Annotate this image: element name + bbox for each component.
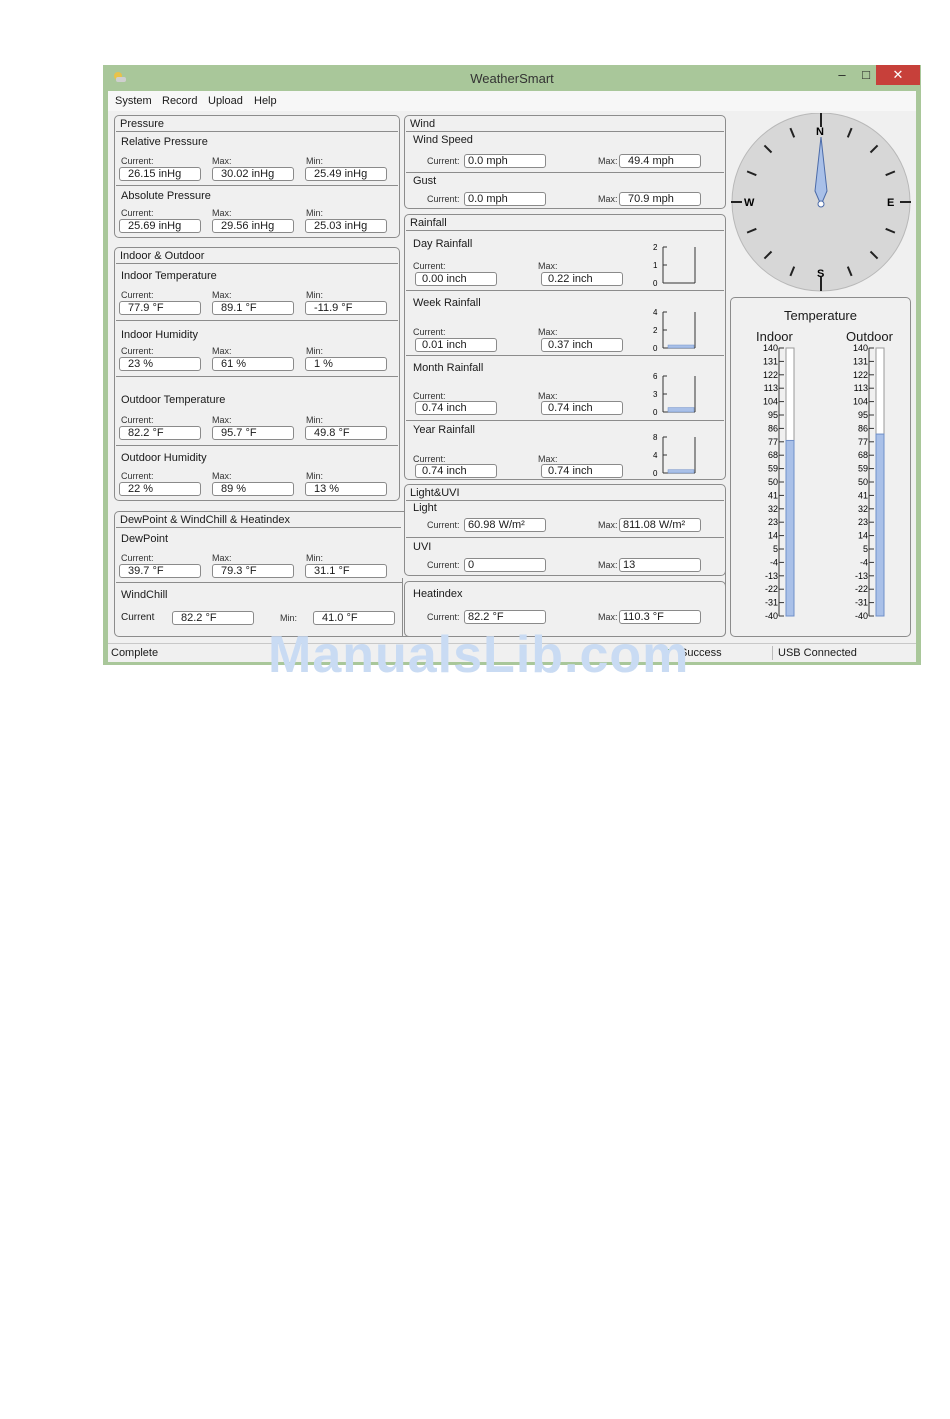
heatindex-max-label: Max: xyxy=(598,612,618,622)
outdoor-thermo-tick-label: 32 xyxy=(857,503,868,514)
week-rainfall-fill xyxy=(668,345,694,348)
wind-speed-max-field: 49.4 mph xyxy=(619,154,701,168)
week-rainfall-current-field: 0.01 inch xyxy=(415,338,497,352)
rain-separator-3 xyxy=(406,420,724,421)
month-rainfall-fill xyxy=(668,408,694,412)
outdoor-thermo-tick-label: 131 xyxy=(852,356,868,367)
day-rainfall-max-label: Max: xyxy=(538,261,558,271)
rain-separator-2 xyxy=(406,355,724,356)
indoor-thermo-tick-label: 68 xyxy=(767,450,778,461)
menu-record[interactable]: Record xyxy=(162,95,198,107)
windchill-label: WindChill xyxy=(121,589,168,601)
window-title: WeatherSmart xyxy=(470,71,554,86)
gust-max-field: 70.9 mph xyxy=(619,192,701,206)
day-rainfall-gauge-svg xyxy=(643,243,703,289)
year-rainfall-label: Year Rainfall xyxy=(413,424,475,436)
light-uvi-title: Light&UVI xyxy=(406,486,724,501)
status-usb: USB Connected xyxy=(778,647,857,659)
month-tick-mid: 3 xyxy=(653,390,658,399)
status-divider xyxy=(772,646,773,660)
relative-min-field: 25.49 inHg xyxy=(305,167,387,181)
indoor-thermo-tick-label: 77 xyxy=(767,436,778,447)
outdoor-thermo-tick-label: -40 xyxy=(854,611,868,621)
compass-s-label: S xyxy=(817,268,825,280)
pressure-title: Pressure xyxy=(116,117,398,132)
io-separator-3 xyxy=(116,445,398,446)
dewpoint-min-label: Min: xyxy=(306,553,324,563)
wind-separator xyxy=(406,172,724,173)
indoor-humidity-min-label: Min: xyxy=(306,346,324,356)
rainfall-title: Rainfall xyxy=(406,216,724,231)
relative-current-field: 26.15 inHg xyxy=(119,167,201,181)
indoor-thermo-tick-label: 59 xyxy=(767,463,778,474)
indoor-temp-label: Indoor Temperature xyxy=(121,270,217,282)
relative-current-label: Current: xyxy=(121,156,154,166)
week-rainfall-label: Week Rainfall xyxy=(413,297,481,309)
light-current-label: Current: xyxy=(427,520,460,530)
light-max-label: Max: xyxy=(598,520,618,530)
wind-compass xyxy=(728,113,914,295)
outdoor-temp-max-field: 95.7 °F xyxy=(212,426,294,440)
outdoor-thermo-tick-label: 14 xyxy=(857,530,868,541)
windchill-current-label: Current xyxy=(121,612,155,623)
indoor-thermo-tick-label: -22 xyxy=(764,584,778,595)
io-separator-2 xyxy=(116,376,398,377)
month-tick-low: 0 xyxy=(653,408,658,417)
wind-speed-current-label: Current: xyxy=(427,156,460,166)
indoor-thermo-tick-label: -4 xyxy=(769,557,778,568)
outdoor-temp-min-label: Min: xyxy=(306,415,324,425)
indoor-humidity-current-field: 23 % xyxy=(119,357,201,371)
outdoor-thermo-tick-label: 5 xyxy=(862,544,868,554)
windchill-current-field: 82.2 °F xyxy=(172,611,254,625)
uvi-label: UVI xyxy=(413,541,432,553)
month-tick-high: 6 xyxy=(653,372,658,381)
gust-current-label: Current: xyxy=(427,194,460,204)
windchill-min-label: Min: xyxy=(280,613,298,623)
outdoor-humidity-label: Outdoor Humidity xyxy=(121,452,207,464)
day-rainfall-current-label: Current: xyxy=(413,261,446,271)
pressure-separator xyxy=(116,185,398,186)
outdoor-thermo-tick-label: 41 xyxy=(857,490,868,501)
outdoor-thermo-tick-label: 113 xyxy=(853,383,868,394)
month-rainfall-max-field: 0.74 inch xyxy=(541,401,623,415)
absolute-current-field: 25.69 inHg xyxy=(119,219,201,233)
absolute-max-label: Max: xyxy=(212,208,232,218)
heatindex-max-field: 110.3 °F xyxy=(619,610,701,624)
relative-pressure-label: Relative Pressure xyxy=(121,136,208,148)
app-window xyxy=(103,65,921,665)
minimize-button[interactable]: – xyxy=(838,67,846,82)
temperature-title: Temperature xyxy=(784,308,857,323)
relative-max-field: 30.02 inHg xyxy=(212,167,294,181)
indoor-humidity-current-label: Current: xyxy=(121,346,154,356)
pressure-panel xyxy=(114,115,400,238)
indoor-thermo-label: Indoor xyxy=(756,329,793,344)
uvi-max-field: 13 xyxy=(619,558,701,572)
absolute-min-field: 25.03 inHg xyxy=(305,219,387,233)
light-separator xyxy=(406,537,724,538)
year-rainfall-max-label: Max: xyxy=(538,454,558,464)
light-max-field: 811.08 W/m² xyxy=(619,518,701,532)
outdoor-humidity-min-field: 13 % xyxy=(305,482,387,496)
indoor-humidity-min-field: 1 % xyxy=(305,357,387,371)
indoor-temp-min-field: -11.9 °F xyxy=(305,301,387,315)
indoor-humidity-max-label: Max: xyxy=(212,346,232,356)
title-bar[interactable] xyxy=(103,65,921,91)
indoor-temp-current-label: Current: xyxy=(121,290,154,300)
windchill-min-field: 41.0 °F xyxy=(313,611,395,625)
heatindex-label: Heatindex xyxy=(413,588,463,600)
outdoor-humidity-current-label: Current: xyxy=(121,471,154,481)
outdoor-thermo-label: Outdoor xyxy=(846,329,893,344)
indoor-thermo-tick-label: 41 xyxy=(767,490,778,501)
indoor-thermo-tick-label: 104 xyxy=(762,396,778,407)
outdoor-thermo-tick-label: -31 xyxy=(854,597,868,608)
indoor-thermo-tick-label: 131 xyxy=(762,356,778,367)
light-current-field: 60.98 W/m² xyxy=(464,518,546,532)
watermark: ManualsLib.com xyxy=(268,626,690,684)
dewpoint-max-field: 79.3 °F xyxy=(212,564,294,578)
outdoor-temp-current-label: Current: xyxy=(121,415,154,425)
status-complete: Complete xyxy=(111,647,159,659)
outdoor-humidity-max-label: Max: xyxy=(212,471,232,481)
dewpoint-current-label: Current: xyxy=(121,553,154,563)
temperature-panel xyxy=(730,297,911,637)
week-rainfall-current-label: Current: xyxy=(413,327,446,337)
indoor-thermo-tick-label: 5 xyxy=(772,544,778,554)
compass-n-label: N xyxy=(816,126,824,138)
gust-current-field: 0.0 mph xyxy=(464,192,546,206)
month-rainfall-current-label: Current: xyxy=(413,391,446,401)
outdoor-humidity-min-label: Min: xyxy=(306,471,324,481)
absolute-min-label: Min: xyxy=(306,208,324,218)
year-rainfall-gauge xyxy=(643,433,703,479)
week-tick-high: 4 xyxy=(653,308,658,317)
year-rainfall-gauge-svg xyxy=(643,433,703,479)
outdoor-humidity-max-field: 89 % xyxy=(212,482,294,496)
indoor-temp-max-label: Max: xyxy=(212,290,232,300)
thermometer-svg xyxy=(731,342,910,638)
day-rainfall-max-field: 0.22 inch xyxy=(541,272,623,286)
outdoor-thermo-fill xyxy=(876,434,884,616)
uvi-current-label: Current: xyxy=(427,560,460,570)
day-rainfall-current-field: 0.00 inch xyxy=(415,272,497,286)
menu-system[interactable]: System xyxy=(115,95,152,107)
indoor-thermo-tick-label: 23 xyxy=(767,517,778,528)
indoor-thermo-tick-label: 122 xyxy=(762,369,778,380)
indoor-temp-min-label: Min: xyxy=(306,290,324,300)
week-tick-mid: 2 xyxy=(653,326,658,335)
close-button[interactable]: ✕ xyxy=(876,65,920,85)
outdoor-temp-current-field: 82.2 °F xyxy=(119,426,201,440)
wind-speed-current-field: 0.0 mph xyxy=(464,154,546,168)
absolute-max-field: 29.56 inHg xyxy=(212,219,294,233)
dewpoint-label: DewPoint xyxy=(121,533,169,545)
outdoor-thermo-tick-label: 95 xyxy=(857,410,868,420)
menu-upload[interactable]: Upload xyxy=(208,95,243,107)
year-tick-high: 8 xyxy=(653,433,658,442)
outdoor-thermo-tick-label: -22 xyxy=(854,584,868,595)
uvi-max-label: Max: xyxy=(598,560,618,570)
client-area xyxy=(108,91,916,661)
outdoor-thermo-tick-label: 104 xyxy=(852,396,868,407)
absolute-pressure-label: Absolute Pressure xyxy=(121,190,211,202)
outdoor-temp-min-field: 49.8 °F xyxy=(305,426,387,440)
outdoor-thermo-tick-label: 68 xyxy=(857,450,868,461)
wind-title: Wind xyxy=(406,117,724,132)
outdoor-thermo-tick-label: -4 xyxy=(859,557,868,568)
year-rainfall-current-field: 0.74 inch xyxy=(415,464,497,478)
outdoor-thermo-tick-label: 122 xyxy=(852,369,868,380)
day-tick-mid: 1 xyxy=(653,261,658,270)
uvi-current-field: 0 xyxy=(464,558,546,572)
indoor-thermo-tick-label: -31 xyxy=(764,597,778,608)
week-rainfall-max-field: 0.37 inch xyxy=(541,338,623,352)
rain-separator-1 xyxy=(406,290,724,291)
outdoor-temp-max-label: Max: xyxy=(212,415,232,425)
indoor-thermo-tick-label: -13 xyxy=(764,570,778,581)
month-rainfall-current-field: 0.74 inch xyxy=(415,401,497,415)
indoor-thermo-tick-label: 50 xyxy=(767,477,778,487)
year-rainfall-max-field: 0.74 inch xyxy=(541,464,623,478)
compass-svg xyxy=(728,113,914,295)
wind-speed-label: Wind Speed xyxy=(413,134,473,146)
dewpoint-panel-title: DewPoint & WindChill & Heatindex xyxy=(116,513,401,528)
day-tick-low: 0 xyxy=(653,279,658,288)
outdoor-humidity-current-field: 22 % xyxy=(119,482,201,496)
io-separator-1 xyxy=(116,320,398,321)
compass-e-label: E xyxy=(887,197,895,209)
year-rainfall-current-label: Current: xyxy=(413,454,446,464)
maximize-button[interactable]: □ xyxy=(862,67,870,82)
indoor-thermo-tick-label: 113 xyxy=(763,383,778,394)
dewpoint-max-label: Max: xyxy=(212,553,232,563)
outdoor-thermo-tick-label: 59 xyxy=(857,463,868,474)
indoor-thermo-tick-label: 95 xyxy=(767,410,778,420)
indoor-thermo-fill xyxy=(786,440,794,616)
wind-panel xyxy=(404,115,726,209)
menu-bar xyxy=(108,91,916,111)
wind-speed-max-label: Max: xyxy=(598,156,618,166)
heatindex-current-field: 82.2 °F xyxy=(464,610,546,624)
indoor-outdoor-title: Indoor & Outdoor xyxy=(116,249,398,264)
year-rainfall-fill xyxy=(668,470,694,473)
relative-max-label: Max: xyxy=(212,156,232,166)
outdoor-thermo-tick-label: -13 xyxy=(854,570,868,581)
month-rainfall-max-label: Max: xyxy=(538,391,558,401)
week-rainfall-max-label: Max: xyxy=(538,327,558,337)
month-rainfall-gauge-svg xyxy=(643,372,703,418)
gust-label: Gust xyxy=(413,175,437,187)
menu-help[interactable]: Help xyxy=(254,95,277,107)
outdoor-thermo-tick-label: 77 xyxy=(857,436,868,447)
indoor-thermo-tick-label: 32 xyxy=(767,503,778,514)
month-rainfall-gauge xyxy=(643,372,703,418)
indoor-outdoor-panel xyxy=(114,247,400,501)
indoor-thermo-tick-label: -40 xyxy=(764,611,778,621)
week-tick-low: 0 xyxy=(653,344,658,353)
year-tick-mid: 4 xyxy=(653,451,658,460)
dewpoint-current-field: 39.7 °F xyxy=(119,564,201,578)
dewpoint-min-field: 31.1 °F xyxy=(305,564,387,578)
outdoor-thermo-tick-label: 23 xyxy=(857,517,868,528)
indoor-humidity-max-field: 61 % xyxy=(212,357,294,371)
year-tick-low: 0 xyxy=(653,469,658,478)
relative-min-label: Min: xyxy=(306,156,324,166)
indoor-thermo-tick-label: 140 xyxy=(762,343,778,353)
gust-max-label: Max: xyxy=(598,194,618,204)
light-label: Light xyxy=(413,502,437,514)
week-rainfall-gauge-svg xyxy=(643,308,703,354)
light-uvi-panel xyxy=(404,484,726,576)
compass-w-label: W xyxy=(744,197,755,209)
indoor-thermo-tick-label: 86 xyxy=(767,423,778,434)
day-rainfall-label: Day Rainfall xyxy=(413,238,473,250)
dew-separator xyxy=(116,582,402,583)
day-tick-high: 2 xyxy=(653,243,658,252)
rainfall-panel xyxy=(404,214,726,480)
month-rainfall-label: Month Rainfall xyxy=(413,362,484,374)
absolute-current-label: Current: xyxy=(121,208,154,218)
outdoor-thermo-tick-label: 140 xyxy=(852,343,868,353)
heatindex-current-label: Current: xyxy=(427,612,460,622)
outdoor-temp-label: Outdoor Temperature xyxy=(121,394,226,406)
indoor-temp-current-field: 77.9 °F xyxy=(119,301,201,315)
indoor-humidity-label: Indoor Humidity xyxy=(121,329,199,341)
outdoor-thermo-tick-label: 50 xyxy=(857,477,868,487)
week-rainfall-gauge xyxy=(643,308,703,354)
indoor-temp-max-field: 89.1 °F xyxy=(212,301,294,315)
status-success: Success xyxy=(680,647,722,659)
day-rainfall-gauge xyxy=(643,243,703,289)
outdoor-thermo-tick-label: 86 xyxy=(857,423,868,434)
indoor-thermo-tick-label: 14 xyxy=(767,530,778,541)
